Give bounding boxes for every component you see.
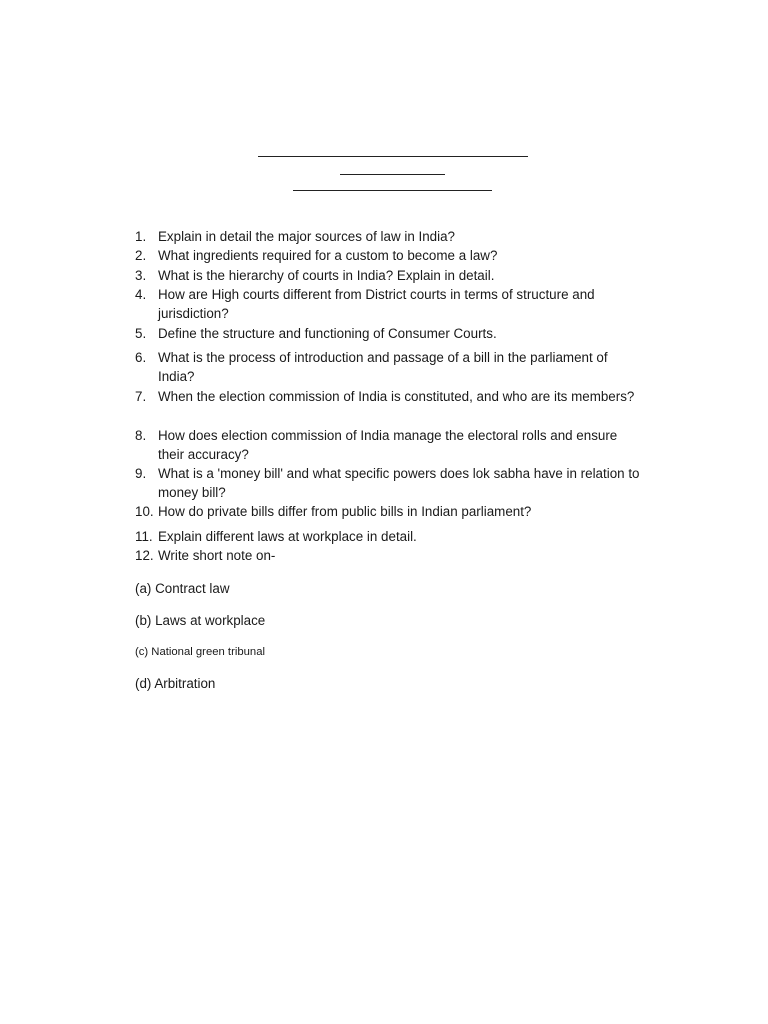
question-number: 10. xyxy=(135,504,154,519)
question-number: 8. xyxy=(135,428,147,443)
question-number: 3. xyxy=(135,268,147,283)
question-number: 9. xyxy=(135,466,147,481)
question-text: Explain in detail the major sources of law in India? xyxy=(158,229,455,244)
question-number: 1. xyxy=(135,229,147,244)
question-text: When the election commission of India is constituted, and who are its members? xyxy=(158,389,635,404)
question-text: What is a 'money bill' and what specific powers does lok sabha have in relation to money bill? xyxy=(158,466,640,501)
question-text: Explain different laws at workplace in detail. xyxy=(158,529,417,544)
question-item xyxy=(135,266,645,285)
question-item xyxy=(135,227,645,246)
question-text: How does election commission of India manage the electoral rolls and ensure their accuracy? xyxy=(158,428,618,463)
question-text: How are High courts different from District courts in terms of structure and jurisdiction? xyxy=(158,287,595,322)
question-text: What is the hierarchy of courts in India? Explain in detail. xyxy=(158,268,495,283)
question-item xyxy=(135,387,645,406)
header-rule-2 xyxy=(340,174,445,175)
header-rule-1 xyxy=(258,156,528,157)
short-note-item: (c) National green tribunal xyxy=(135,646,265,658)
question-item xyxy=(135,546,645,565)
question-text: How do private bills differ from public bills in Indian parliament? xyxy=(158,504,532,519)
short-note-item: (d) Arbitration xyxy=(135,676,216,691)
question-item xyxy=(135,464,645,503)
question-number: 7. xyxy=(135,389,147,404)
question-item xyxy=(135,502,645,521)
question-item xyxy=(135,348,645,387)
question-number: 2. xyxy=(135,248,147,263)
question-item xyxy=(135,285,645,324)
question-number: 12. xyxy=(135,548,154,563)
question-number: 6. xyxy=(135,350,147,365)
question-item xyxy=(135,426,645,465)
question-text: Define the structure and functioning of Consumer Courts. xyxy=(158,326,497,341)
question-item xyxy=(135,324,645,343)
short-note-item: (b) Laws at workplace xyxy=(135,613,266,628)
short-note-item: (a) Contract law xyxy=(135,581,230,596)
question-text: What ingredients required for a custom to become a law? xyxy=(158,248,498,263)
question-item xyxy=(135,246,645,265)
question-number: 5. xyxy=(135,326,147,341)
question-number: 11. xyxy=(135,529,153,544)
question-text: Write short note on- xyxy=(158,548,276,563)
question-number: 4. xyxy=(135,287,147,302)
question-item xyxy=(135,527,645,546)
question-text: What is the process of introduction and passage of a bill in the parliament of India? xyxy=(158,350,608,385)
header-rule-3 xyxy=(293,190,492,191)
